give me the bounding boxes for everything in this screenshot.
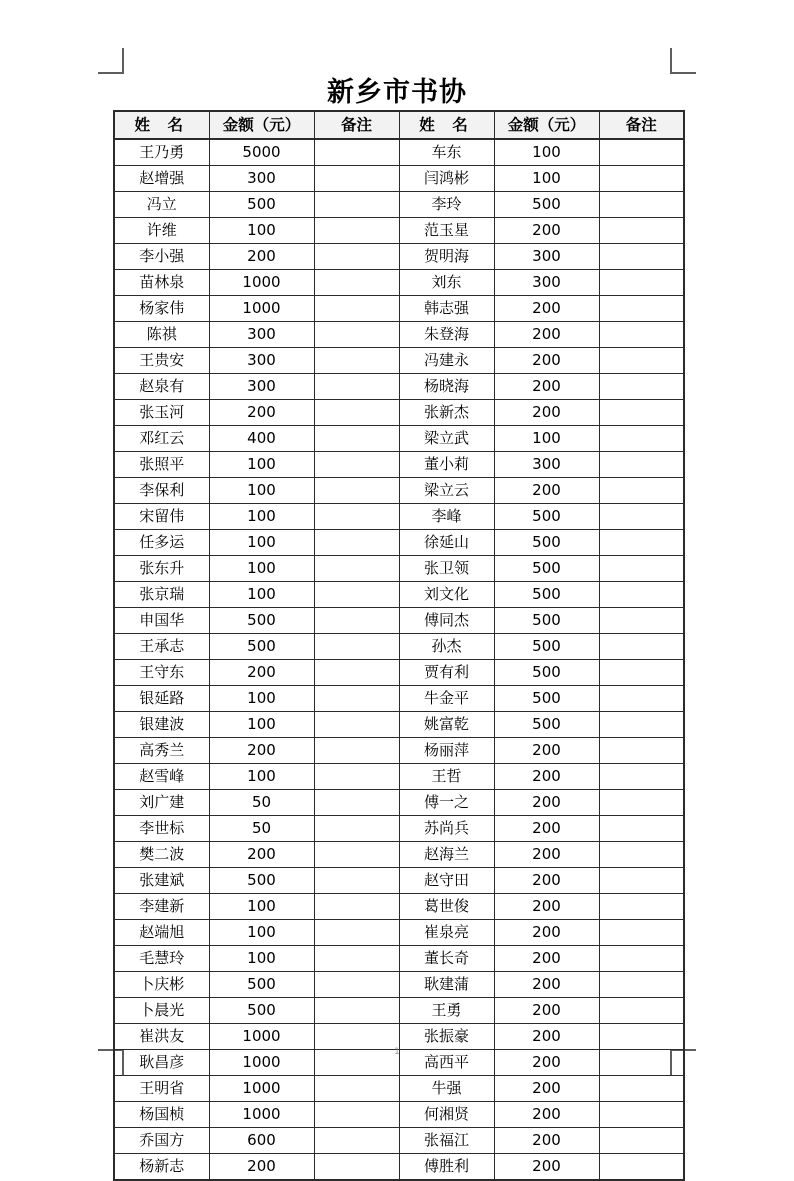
cell-amount-left: 100 — [209, 894, 314, 920]
cell-name-right: 闫鸿彬 — [399, 166, 494, 192]
page-title: 新乡市书协 — [327, 77, 467, 108]
cell-name-left: 张京瑞 — [114, 582, 209, 608]
cell-name-left: 许维 — [114, 218, 209, 244]
cell-name-right: 葛世俊 — [399, 894, 494, 920]
cell-amount-right: 200 — [494, 1076, 599, 1102]
cell-amount-right: 200 — [494, 1154, 599, 1181]
cell-amount-right: 500 — [494, 634, 599, 660]
cell-name-right: 牛金平 — [399, 686, 494, 712]
table-row — [114, 712, 684, 738]
cell-note-left — [314, 1024, 399, 1050]
cell-name-right: 朱登海 — [399, 322, 494, 348]
cell-note-right — [599, 530, 684, 556]
cell-note-left — [314, 790, 399, 816]
cell-note-right — [599, 426, 684, 452]
cell-note-right — [599, 192, 684, 218]
cell-amount-left: 100 — [209, 478, 314, 504]
cell-note-left — [314, 712, 399, 738]
cell-note-left — [314, 608, 399, 634]
cell-amount-left: 100 — [209, 946, 314, 972]
donation-table-container — [113, 110, 674, 1181]
cell-name-right: 高西平 — [399, 1050, 494, 1076]
cell-amount-right: 200 — [494, 1050, 599, 1076]
table-row — [114, 192, 684, 218]
cell-name-right: 李玲 — [399, 192, 494, 218]
cell-note-left — [314, 218, 399, 244]
cell-name-left: 杨国桢 — [114, 1102, 209, 1128]
cell-note-left — [314, 400, 399, 426]
header-name-right: 姓 名 — [399, 111, 494, 139]
cell-name-right: 张福江 — [399, 1128, 494, 1154]
cell-note-left — [314, 660, 399, 686]
cell-amount-left: 200 — [209, 738, 314, 764]
cell-name-left: 刘广建 — [114, 790, 209, 816]
table-row — [114, 608, 684, 634]
cell-note-right — [599, 582, 684, 608]
cell-note-right — [599, 842, 684, 868]
cell-amount-left: 100 — [209, 686, 314, 712]
cell-amount-right: 200 — [494, 868, 599, 894]
cell-note-left — [314, 530, 399, 556]
cell-note-right — [599, 1102, 684, 1128]
cell-name-left: 王明省 — [114, 1076, 209, 1102]
table-row — [114, 790, 684, 816]
cell-amount-left: 500 — [209, 972, 314, 998]
cell-note-right — [599, 1024, 684, 1050]
table-row — [114, 400, 684, 426]
cell-amount-right: 300 — [494, 270, 599, 296]
cell-amount-right: 100 — [494, 139, 599, 166]
cell-amount-left: 1000 — [209, 1024, 314, 1050]
cell-amount-left: 1000 — [209, 270, 314, 296]
table-row — [114, 686, 684, 712]
cell-name-left: 乔国方 — [114, 1128, 209, 1154]
table-header — [114, 111, 684, 139]
cell-note-left — [314, 244, 399, 270]
table-row — [114, 1128, 684, 1154]
cell-amount-right: 200 — [494, 946, 599, 972]
cell-name-right: 徐延山 — [399, 530, 494, 556]
table-row — [114, 374, 684, 400]
cell-note-right — [599, 998, 684, 1024]
cell-note-left — [314, 972, 399, 998]
cell-amount-left: 100 — [209, 582, 314, 608]
table-row — [114, 530, 684, 556]
cell-note-left — [314, 764, 399, 790]
table-body — [114, 139, 684, 1180]
cell-amount-left: 200 — [209, 400, 314, 426]
cell-note-right — [599, 972, 684, 998]
cell-amount-right: 200 — [494, 1024, 599, 1050]
cell-amount-right: 200 — [494, 998, 599, 1024]
header-name-left: 姓 名 — [114, 111, 209, 139]
cell-amount-left: 500 — [209, 998, 314, 1024]
cell-amount-right: 200 — [494, 764, 599, 790]
cell-note-right — [599, 894, 684, 920]
cell-note-left — [314, 426, 399, 452]
cell-name-left: 毛慧玲 — [114, 946, 209, 972]
table-row — [114, 998, 684, 1024]
cell-name-left: 耿昌彦 — [114, 1050, 209, 1076]
cell-name-right: 赵守田 — [399, 868, 494, 894]
cell-name-right: 董长奇 — [399, 946, 494, 972]
table-row — [114, 764, 684, 790]
table-row — [114, 244, 684, 270]
cell-amount-left: 200 — [209, 842, 314, 868]
table-row — [114, 556, 684, 582]
cell-name-left: 李建新 — [114, 894, 209, 920]
cell-amount-right: 500 — [494, 608, 599, 634]
cell-note-right — [599, 608, 684, 634]
cell-name-right: 王哲 — [399, 764, 494, 790]
cell-note-left — [314, 296, 399, 322]
cell-amount-left: 200 — [209, 660, 314, 686]
cell-name-right: 车东 — [399, 139, 494, 166]
cell-amount-right: 200 — [494, 920, 599, 946]
cell-name-right: 贾有利 — [399, 660, 494, 686]
cell-note-left — [314, 1076, 399, 1102]
cell-note-right — [599, 296, 684, 322]
cell-note-left — [314, 1128, 399, 1154]
cell-name-left: 高秀兰 — [114, 738, 209, 764]
page-number: 1 — [394, 1047, 400, 1057]
cell-amount-right: 200 — [494, 1128, 599, 1154]
cell-amount-left: 100 — [209, 920, 314, 946]
cell-note-left — [314, 270, 399, 296]
cell-note-left — [314, 478, 399, 504]
cell-name-left: 张建斌 — [114, 868, 209, 894]
cell-name-right: 孙杰 — [399, 634, 494, 660]
cell-name-left: 李小强 — [114, 244, 209, 270]
cell-name-right: 杨晓海 — [399, 374, 494, 400]
cell-name-right: 赵海兰 — [399, 842, 494, 868]
cell-name-right: 苏尚兵 — [399, 816, 494, 842]
cell-note-right — [599, 868, 684, 894]
cell-name-left: 赵雪峰 — [114, 764, 209, 790]
cell-note-left — [314, 348, 399, 374]
cell-name-left: 张玉河 — [114, 400, 209, 426]
cell-name-right: 崔泉亮 — [399, 920, 494, 946]
cell-name-left: 杨新志 — [114, 1154, 209, 1181]
table-row — [114, 296, 684, 322]
cell-name-right: 牛强 — [399, 1076, 494, 1102]
cell-name-left: 李保利 — [114, 478, 209, 504]
cell-note-left — [314, 738, 399, 764]
cell-amount-right: 500 — [494, 530, 599, 556]
cell-amount-right: 200 — [494, 894, 599, 920]
cell-name-right: 韩志强 — [399, 296, 494, 322]
cell-amount-left: 500 — [209, 868, 314, 894]
cell-amount-left: 200 — [209, 244, 314, 270]
cell-note-right — [599, 166, 684, 192]
cell-name-left: 王守东 — [114, 660, 209, 686]
cell-amount-left: 300 — [209, 166, 314, 192]
cell-name-right: 姚富乾 — [399, 712, 494, 738]
cell-note-left — [314, 1154, 399, 1181]
cell-note-left — [314, 920, 399, 946]
cell-amount-right: 200 — [494, 972, 599, 998]
cell-note-right — [599, 556, 684, 582]
cell-name-right: 张振豪 — [399, 1024, 494, 1050]
cell-amount-right: 200 — [494, 400, 599, 426]
cell-name-left: 樊二波 — [114, 842, 209, 868]
cell-amount-left: 500 — [209, 608, 314, 634]
cell-name-right: 范玉星 — [399, 218, 494, 244]
cell-note-left — [314, 166, 399, 192]
cell-name-right: 傅一之 — [399, 790, 494, 816]
cell-name-left: 邓红云 — [114, 426, 209, 452]
cell-amount-right: 500 — [494, 504, 599, 530]
cell-name-left: 银建波 — [114, 712, 209, 738]
cell-name-left: 王乃勇 — [114, 139, 209, 166]
cell-name-right: 傅胜利 — [399, 1154, 494, 1181]
table-row — [114, 634, 684, 660]
table-row — [114, 920, 684, 946]
cell-note-left — [314, 816, 399, 842]
cell-amount-left: 300 — [209, 374, 314, 400]
cell-name-left: 王承志 — [114, 634, 209, 660]
cell-note-right — [599, 348, 684, 374]
cell-name-right: 耿建蒲 — [399, 972, 494, 998]
cell-name-left: 苗林泉 — [114, 270, 209, 296]
cell-note-right — [599, 920, 684, 946]
table-row — [114, 452, 684, 478]
cell-note-right — [599, 634, 684, 660]
table-row — [114, 218, 684, 244]
table-row — [114, 842, 684, 868]
cell-amount-left: 100 — [209, 218, 314, 244]
table-row — [114, 139, 684, 166]
table-row — [114, 348, 684, 374]
cell-note-right — [599, 504, 684, 530]
cell-amount-right: 200 — [494, 790, 599, 816]
cell-note-left — [314, 504, 399, 530]
cell-note-right — [599, 322, 684, 348]
cell-amount-right: 200 — [494, 738, 599, 764]
cell-name-right: 刘东 — [399, 270, 494, 296]
header-amount-right: 金额（元） — [494, 111, 599, 139]
table-row — [114, 868, 684, 894]
cell-note-right — [599, 660, 684, 686]
cell-amount-right: 500 — [494, 712, 599, 738]
cell-note-left — [314, 634, 399, 660]
cell-note-right — [599, 790, 684, 816]
cell-name-right: 董小莉 — [399, 452, 494, 478]
cell-amount-right: 200 — [494, 374, 599, 400]
table-row — [114, 270, 684, 296]
cell-name-left: 赵增强 — [114, 166, 209, 192]
cell-note-right — [599, 270, 684, 296]
header-note-right: 备注 — [599, 111, 684, 139]
table-row — [114, 1102, 684, 1128]
cell-note-right — [599, 1076, 684, 1102]
cell-name-right: 冯建永 — [399, 348, 494, 374]
cell-note-right — [599, 139, 684, 166]
cell-amount-right: 300 — [494, 452, 599, 478]
cell-note-left — [314, 946, 399, 972]
cell-amount-right: 300 — [494, 244, 599, 270]
cell-note-right — [599, 1154, 684, 1181]
cell-note-left — [314, 452, 399, 478]
cell-name-left: 宋留伟 — [114, 504, 209, 530]
cell-name-left: 赵泉有 — [114, 374, 209, 400]
table-row — [114, 1024, 684, 1050]
header-amount-left: 金额（元） — [209, 111, 314, 139]
cell-name-left: 杨家伟 — [114, 296, 209, 322]
cell-note-left — [314, 192, 399, 218]
cell-name-right: 刘文化 — [399, 582, 494, 608]
cell-amount-left: 1000 — [209, 296, 314, 322]
cell-note-left — [314, 374, 399, 400]
cell-name-left: 陈祺 — [114, 322, 209, 348]
cell-amount-right: 500 — [494, 686, 599, 712]
cell-note-left — [314, 894, 399, 920]
cell-name-right: 傅同杰 — [399, 608, 494, 634]
cell-note-left — [314, 686, 399, 712]
cell-name-left: 卜晨光 — [114, 998, 209, 1024]
cell-amount-right: 500 — [494, 556, 599, 582]
cell-amount-left: 300 — [209, 322, 314, 348]
cell-note-left — [314, 998, 399, 1024]
cell-note-left — [314, 322, 399, 348]
cell-name-left: 冯立 — [114, 192, 209, 218]
cell-amount-right: 200 — [494, 842, 599, 868]
table-row — [114, 504, 684, 530]
table-row — [114, 478, 684, 504]
cell-name-left: 张东升 — [114, 556, 209, 582]
cell-amount-left: 100 — [209, 556, 314, 582]
cell-note-right — [599, 400, 684, 426]
table-row — [114, 946, 684, 972]
table-row — [114, 738, 684, 764]
cell-name-left: 申国华 — [114, 608, 209, 634]
cell-amount-right: 200 — [494, 478, 599, 504]
cell-amount-left: 100 — [209, 452, 314, 478]
cell-name-left: 银延路 — [114, 686, 209, 712]
cell-note-right — [599, 244, 684, 270]
cell-amount-left: 100 — [209, 530, 314, 556]
cell-amount-left: 300 — [209, 348, 314, 374]
cell-name-left: 任多运 — [114, 530, 209, 556]
cell-amount-right: 100 — [494, 426, 599, 452]
cell-amount-left: 600 — [209, 1128, 314, 1154]
cell-amount-left: 50 — [209, 790, 314, 816]
cell-note-right — [599, 686, 684, 712]
cell-name-right: 梁立武 — [399, 426, 494, 452]
cell-amount-right: 200 — [494, 1102, 599, 1128]
cell-note-left — [314, 139, 399, 166]
cell-amount-left: 1000 — [209, 1050, 314, 1076]
cell-note-right — [599, 374, 684, 400]
cell-note-left — [314, 556, 399, 582]
cell-note-right — [599, 738, 684, 764]
cell-note-right — [599, 452, 684, 478]
cell-amount-left: 400 — [209, 426, 314, 452]
table-row — [114, 426, 684, 452]
cell-name-left: 李世标 — [114, 816, 209, 842]
cell-amount-left: 100 — [209, 504, 314, 530]
cell-amount-right: 500 — [494, 192, 599, 218]
cell-name-left: 王贵安 — [114, 348, 209, 374]
cell-note-left — [314, 868, 399, 894]
cell-amount-left: 1000 — [209, 1102, 314, 1128]
table-row — [114, 166, 684, 192]
cell-name-right: 何湘贤 — [399, 1102, 494, 1128]
cell-amount-right: 200 — [494, 296, 599, 322]
cell-name-left: 张照平 — [114, 452, 209, 478]
cell-amount-left: 500 — [209, 192, 314, 218]
cell-note-right — [599, 478, 684, 504]
cell-name-right: 贺明海 — [399, 244, 494, 270]
cell-note-right — [599, 946, 684, 972]
cell-amount-right: 200 — [494, 322, 599, 348]
cell-amount-right: 200 — [494, 348, 599, 374]
cell-amount-right: 500 — [494, 582, 599, 608]
cell-amount-left: 5000 — [209, 139, 314, 166]
cell-name-left: 崔洪友 — [114, 1024, 209, 1050]
cell-note-right — [599, 816, 684, 842]
cell-amount-left: 50 — [209, 816, 314, 842]
cell-note-right — [599, 1128, 684, 1154]
header-note-left: 备注 — [314, 111, 399, 139]
table-row — [114, 660, 684, 686]
cell-amount-left: 500 — [209, 634, 314, 660]
cell-name-right: 张卫领 — [399, 556, 494, 582]
table-row — [114, 1076, 684, 1102]
table-row — [114, 582, 684, 608]
cell-amount-right: 100 — [494, 166, 599, 192]
cell-name-right: 杨丽萍 — [399, 738, 494, 764]
cell-amount-left: 100 — [209, 712, 314, 738]
cell-note-right — [599, 218, 684, 244]
cell-name-left: 卜庆彬 — [114, 972, 209, 998]
cell-name-right: 李峰 — [399, 504, 494, 530]
cell-name-right: 王勇 — [399, 998, 494, 1024]
cell-amount-left: 100 — [209, 764, 314, 790]
cell-name-left: 赵端旭 — [114, 920, 209, 946]
table-header-row — [114, 111, 684, 139]
donation-table — [113, 110, 685, 1181]
cell-amount-right: 200 — [494, 218, 599, 244]
table-row — [114, 1154, 684, 1181]
cell-note-left — [314, 1102, 399, 1128]
cell-amount-left: 200 — [209, 1154, 314, 1181]
table-row — [114, 816, 684, 842]
cell-amount-left: 1000 — [209, 1076, 314, 1102]
cell-amount-right: 200 — [494, 816, 599, 842]
table-row — [114, 972, 684, 998]
cell-name-right: 张新杰 — [399, 400, 494, 426]
cell-note-left — [314, 842, 399, 868]
table-row — [114, 894, 684, 920]
cell-note-left — [314, 582, 399, 608]
cell-amount-right: 500 — [494, 660, 599, 686]
cell-note-right — [599, 764, 684, 790]
cell-note-right — [599, 712, 684, 738]
cell-name-right: 梁立云 — [399, 478, 494, 504]
table-row — [114, 322, 684, 348]
